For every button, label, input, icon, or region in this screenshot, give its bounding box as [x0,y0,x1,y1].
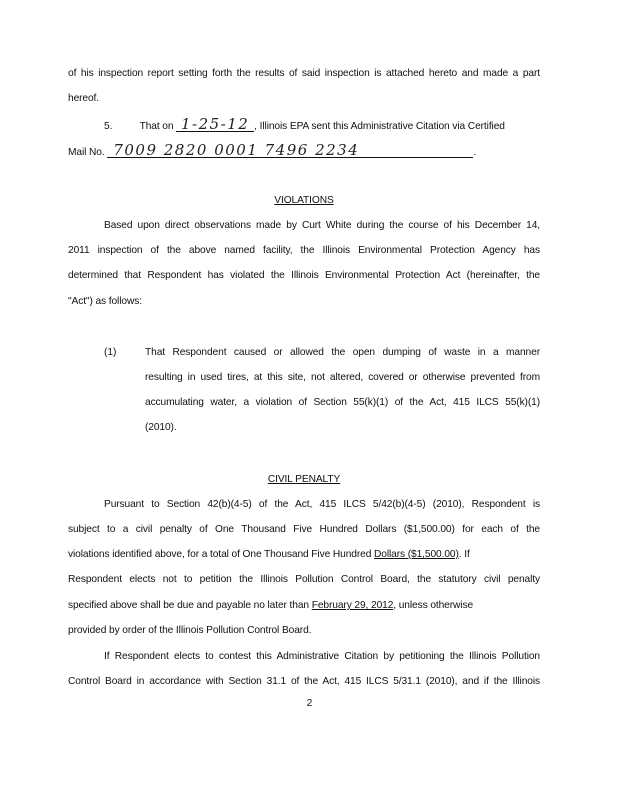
text: , Illinois EPA sent this Administrative Citation via Certified [254,121,505,132]
text: , unless otherwise [393,600,474,611]
text-line: Control Board in accordance with Section 31.1 of the Act, 415 ILCS 5/31.1 (2010), and if the Illinois [68,676,540,687]
text-line: provided by order of the Illinois Pollution Control Board. [68,625,312,636]
paragraph-number: 5. [104,121,113,132]
list-item-number: (1) [104,347,117,358]
text-line: Respondent elects not to petition the Illinois Pollution Control Board, the statutory civil penalty [68,574,540,585]
text: . [473,147,477,158]
text: specified above shall be due and payable no later than [68,600,312,611]
list-item-line: (2010). [145,422,177,433]
underlined-due-date: February 29, 2012 [311,600,394,611]
text: violations identified above, for a total of One Thousand Five Hundred [68,549,374,560]
handwritten-mail-number: 7009 2820 0001 7496 2234 [107,144,473,158]
text-line: Based upon direct observations made by Curt White during the course of his December 14, [104,220,540,231]
text-line [68,599,540,612]
text-line: subject to a civil penalty of One Thousand Five Hundred Dollars ($1,500.00) for each of the [68,524,540,535]
paragraph-5-line-2 [68,141,540,159]
civil-penalty-heading: CIVIL PENALTY [267,474,341,485]
text-line: hereof. [68,93,100,104]
list-item-line: resulting in used tires, at this site, not altered, covered or otherwise prevented from [145,372,540,383]
text-line [68,548,540,561]
text-line: of his inspection report setting forth the results of said inspection is attached hereto and made a part [68,68,540,79]
text-line: If Respondent elects to contest this Administrative Citation by petitioning the Illinois Pollution [104,651,540,662]
list-item-line: That Respondent caused or allowed the open dumping of waste in a manner [145,347,540,358]
text: That on [139,121,174,132]
page-number: 2 [306,698,313,709]
text: . If [458,549,470,560]
underlined-amount: Dollars ($1,500.00) [374,549,459,560]
text: Mail No. [68,147,105,158]
text-line: "Act") as follows: [68,296,142,307]
text-line: 2011 inspection of the above named facility, the Illinois Environmental Protection Agency has [68,245,540,256]
handwritten-date: 1-25-12 [176,118,254,132]
list-item-line: accumulating water, a violation of Section 55(k)(1) of the Act, 415 ILCS 55(k)(1) [145,397,540,408]
paragraph-5-line-1 [104,115,540,133]
text-line: determined that Respondent has violated the Illinois Environmental Protection Act (hereinafter, the [68,270,540,281]
violations-heading: VIOLATIONS [274,195,334,206]
text-line: Pursuant to Section 42(b)(4-5) of the Act, 415 ILCS 5/42(b)(4-5) (2010), Respondent is [104,499,540,510]
